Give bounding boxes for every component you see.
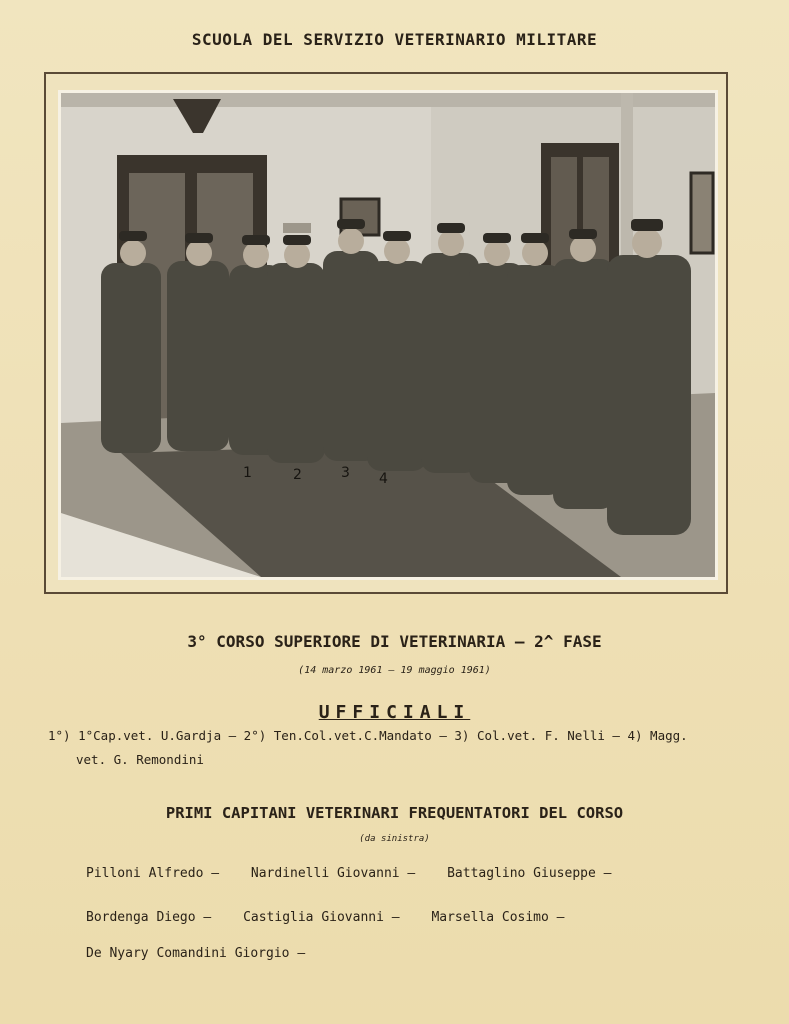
officers-list <box>48 724 738 772</box>
ufficiali-heading: UFFICIALI <box>318 702 471 723</box>
photo-label-4: 4 <box>379 471 388 487</box>
name-item: Marsella Cosimo – <box>431 910 565 925</box>
name-item: Pilloni Alfredo – <box>86 866 220 881</box>
photo-label-3: 3 <box>341 465 350 481</box>
names-row-1 <box>86 866 726 881</box>
photo-illustration <box>61 93 715 577</box>
officers-line-1: 1°) 1°Cap.vet. U.Gardja – 2°) Ten.Col.vet.C.Mandato – 3) Col.vet. F. Nelli – 4) Magg. <box>48 728 688 743</box>
name-item: De Nyary Comandini Giorgio – <box>86 946 306 961</box>
name-item: Bordenga Diego – <box>86 910 212 925</box>
group-photograph <box>58 90 718 580</box>
officers-line-2: vet. G. Remondini <box>76 752 204 767</box>
frequentatori-heading: PRIMI CAPITANI VETERINARI FREQUENTATORI DEL CORSO <box>165 804 624 822</box>
names-row-2 <box>86 910 726 925</box>
name-item: Battaglino Giuseppe – <box>447 866 612 881</box>
photo-label-2: 2 <box>293 467 302 483</box>
name-item: Nardinelli Giovanni – <box>250 866 416 881</box>
frequentatori-note: (da sinistra) <box>359 834 430 844</box>
document-header: SCUOLA DEL SERVIZIO VETERINARIO MILITARE <box>191 30 598 49</box>
course-title: 3° CORSO SUPERIORE DI VETERINARIA – 2^ FASE <box>187 632 602 651</box>
names-row-3 <box>86 946 726 961</box>
photo-label-1: 1 <box>243 465 252 481</box>
name-item: Castiglia Giovanni – <box>243 910 400 925</box>
course-dates: (14 marzo 1961 – 19 maggio 1961) <box>298 665 491 676</box>
